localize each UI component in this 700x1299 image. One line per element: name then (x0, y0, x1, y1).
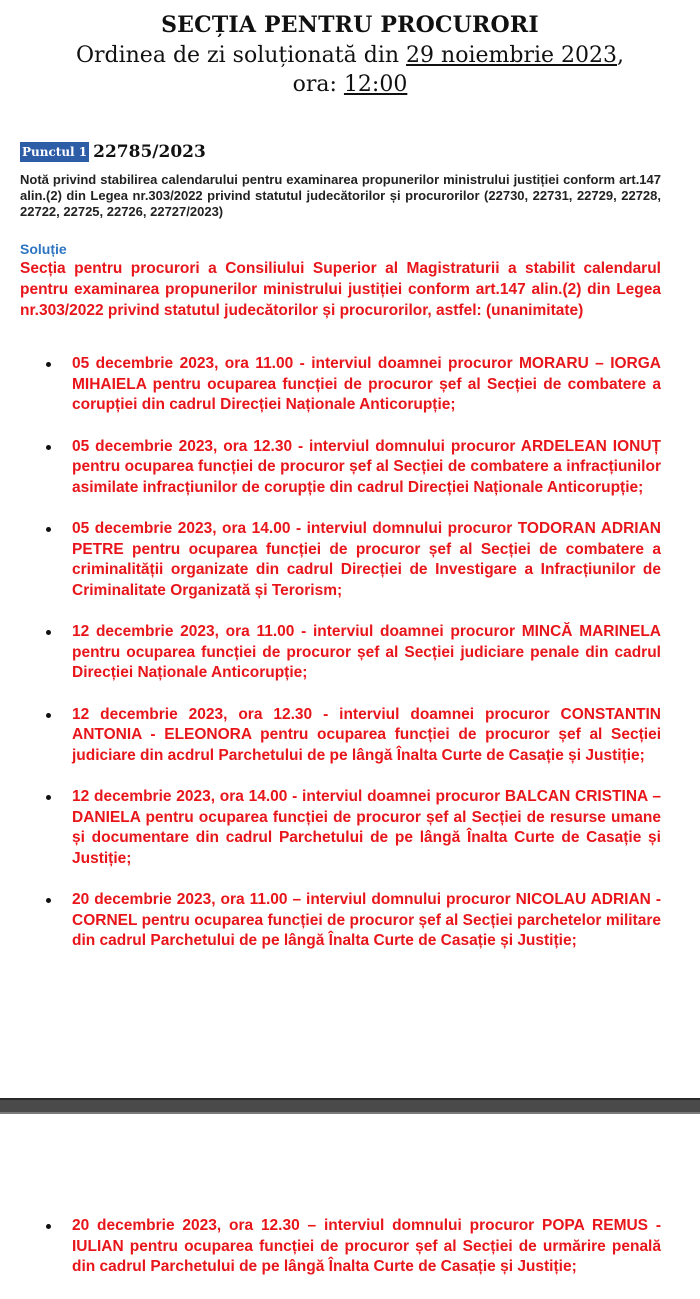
list-item (0, 787, 661, 869)
entry-text: 12 decembrie 2023, ora 12.30 - interviul doamnei procuror CONSTANTIN ANTONIA - ELEONORA pentru ocuparea funcției de procuror șef al Secției judiciare din acdrul Parchetului de pe lângă Înalta Curte de Casație și Justiție; (72, 705, 661, 764)
time-prefix: ora: (292, 72, 344, 97)
session-time: 12:00 (343, 72, 408, 97)
page-title: SECȚIA PENTRU PROCURORI (161, 12, 539, 38)
list-item (0, 622, 661, 684)
document-page-2 (0, 1114, 700, 1290)
interview-list-continued (0, 1216, 700, 1299)
list-item (0, 354, 661, 416)
bullet-icon (46, 1224, 51, 1229)
interview-list (0, 354, 700, 973)
entry-text: 05 decembrie 2023, ora 14.00 - interviul domnului procuror TODORAN ADRIAN PETRE pentru ocuparea funcției de procuror șef al Secției de combatere a criminalității organizate din cadrul Direcției de Investigare a Infracțiunilor de Criminalitate Organizată și Terorism; (72, 520, 661, 599)
bullet-icon (46, 527, 51, 532)
bullet-icon (46, 362, 51, 367)
list-item (0, 437, 661, 499)
item-note: Notă privind stabilirea calendarului pentru examinarea propunerilor ministrului justiției conform art.147 alin.(2) din Legea nr.303/2022 privind statutul judecătorilor și procurorilor (22730, 22731, 22729, 22728, 22722, 22725, 22726, 22727/2023) (20, 172, 661, 219)
entry-text: 05 decembrie 2023, ora 11.00 - interviul doamnei procuror MORARU – IORGA MIHAIELA pentru ocuparea funcției de procuror șef al Secției de combatere a corupției din cadrul Direcției Naționale Anticorupție; (72, 355, 661, 413)
list-item (0, 890, 661, 952)
subtitle-prefix: Ordinea de zi soluționată din (75, 43, 407, 68)
solution-text: Secția pentru procurori a Consiliului Superior al Magistraturii a stabilit calendarul pentru examinarea propunerilor ministrului justiției conform art.147 alin.(2) din Legea nr.303/2022 privind statutul judecătorilor și procurorilor, astfel: (unanimitate) (20, 260, 661, 319)
page-subtitle (0, 41, 700, 99)
entry-text: 20 decembrie 2023, ora 11.00 – interviul domnului procuror NICOLAU ADRIAN - CORNEL pentru ocuparea funcției de procuror șef al Secției parchetelor militare din cadrul Parchetului de pe lângă Înalta Curte de Casație și Justiție; (72, 891, 661, 949)
subtitle-suffix: , (617, 43, 625, 68)
item-number: 22785/2023 (93, 142, 206, 162)
page-separator (0, 1098, 700, 1114)
bullet-icon (46, 630, 51, 635)
session-date: 29 noiembrie 2023 (406, 43, 618, 68)
entry-text: 20 decembrie 2023, ora 12.30 – interviul domnului procuror POPA REMUS - IULIAN pentru ocuparea funcției de procuror șef al Secției de urmărire penală din cadrul Parchetului de pe lângă Înalta Curte de Casație și Justiție; (72, 1217, 661, 1275)
item-header (20, 142, 206, 162)
bullet-icon (46, 713, 51, 718)
list-item (0, 1216, 661, 1278)
item-badge: Punctul 1 (20, 142, 89, 162)
list-item (0, 519, 661, 601)
solution-label: Soluție (20, 241, 67, 257)
entry-text: 12 decembrie 2023, ora 11.00 - interviul doamnei procuror MINCĂ MARINELA pentru ocuparea funcției de procuror șef al Secției judiciare penale din cadrul Direcției Naționale Anticorupție; (72, 623, 661, 681)
list-item (0, 705, 661, 767)
bullet-icon (46, 795, 51, 800)
bullet-icon (46, 445, 51, 450)
entry-text: 12 decembrie 2023, ora 14.00 - interviul doamnei procuror BALCAN CRISTINA – DANIELA pentru ocuparea funcției de procuror șef al Secției de resurse umane și documentare din cadrul Parchetului de pe lângă Înalta Curte de Casație și Justiție; (72, 788, 661, 867)
entry-text: 05 decembrie 2023, ora 12.30 - interviul domnului procuror ARDELEAN IONUȚ pentru ocuparea funcției de procuror șef al Secției de combatere a infracțiunilor asimilate infracțiunilor de corupție din cadrul Direcției Naționale Anticorupție; (72, 437, 661, 496)
bullet-icon (46, 898, 51, 903)
